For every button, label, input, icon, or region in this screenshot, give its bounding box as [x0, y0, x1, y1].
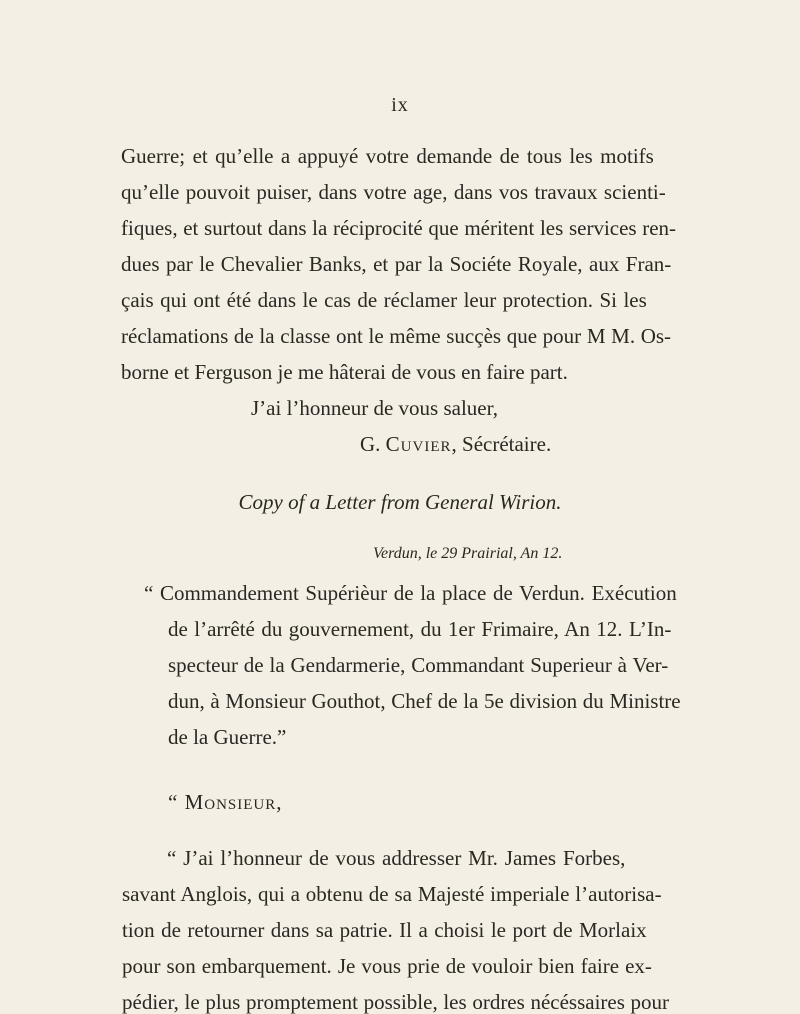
text-line: qu’elle pouvoit puiser, dans votre age, dans vos travaux scienti-	[121, 180, 666, 204]
signature-title: , Sécrétaire.	[451, 432, 552, 456]
text-line: réclamations de la classe ont le même sucçès que pour M M. Os-	[121, 324, 672, 348]
text-line: dues par le Chevalier Banks, et par la Sociéte Royale, aux Fran-	[121, 252, 672, 276]
text-line: savant Anglois, qui a obtenu de sa Majesté imperiale l’autorisa-	[122, 882, 662, 906]
closing: J’ai l’honneur de vous saluer,	[251, 396, 499, 420]
dateline: Verdun, le 29 Prairial, An 12.	[373, 545, 563, 562]
text-line: pédier, le plus promptement possible, les ordres nécéssaires pour	[122, 990, 670, 1014]
text-line: fiques, et surtout dans la réciprocité que méritent les services ren-	[121, 216, 677, 240]
page-number: ix	[391, 94, 409, 116]
signature-name: Cuvier	[385, 432, 452, 456]
text-line: “ Commandement Supérièur de la place de Verdun. Exécution	[144, 581, 677, 605]
text-line: dun, à Monsieur Gouthot, Chef de la 5e division du Ministre	[168, 689, 681, 713]
salutation: “ Monsieur,	[168, 790, 283, 814]
text-line: “ J’ai l’honneur de vous addresser Mr. James Forbes,	[167, 846, 626, 870]
letter-heading: Copy of a Letter from General Wirion.	[238, 490, 562, 514]
text-line: Guerre; et qu’elle a appuyé votre demande de tous les motifs	[121, 144, 654, 168]
signature-initial: G.	[360, 432, 381, 456]
text-line: tion de retourner dans sa patrie. Il a choisi le port de Morlaix	[122, 918, 647, 942]
text-line: specteur de la Gendarmerie, Commandant Superieur à Ver-	[168, 653, 669, 677]
text-line: de l’arrêté du gouvernement, du 1er Frimaire, An 12. L’In-	[168, 617, 672, 641]
text-line: de la Guerre.”	[168, 725, 287, 749]
text-line: pour son embarquement. Je vous prie de vouloir bien faire ex-	[122, 954, 652, 978]
text-line: borne et Ferguson je me hâterai de vous en faire part.	[121, 360, 568, 384]
text-line: çais qui ont été dans le cas de réclamer leur protection. Si les	[121, 288, 647, 312]
